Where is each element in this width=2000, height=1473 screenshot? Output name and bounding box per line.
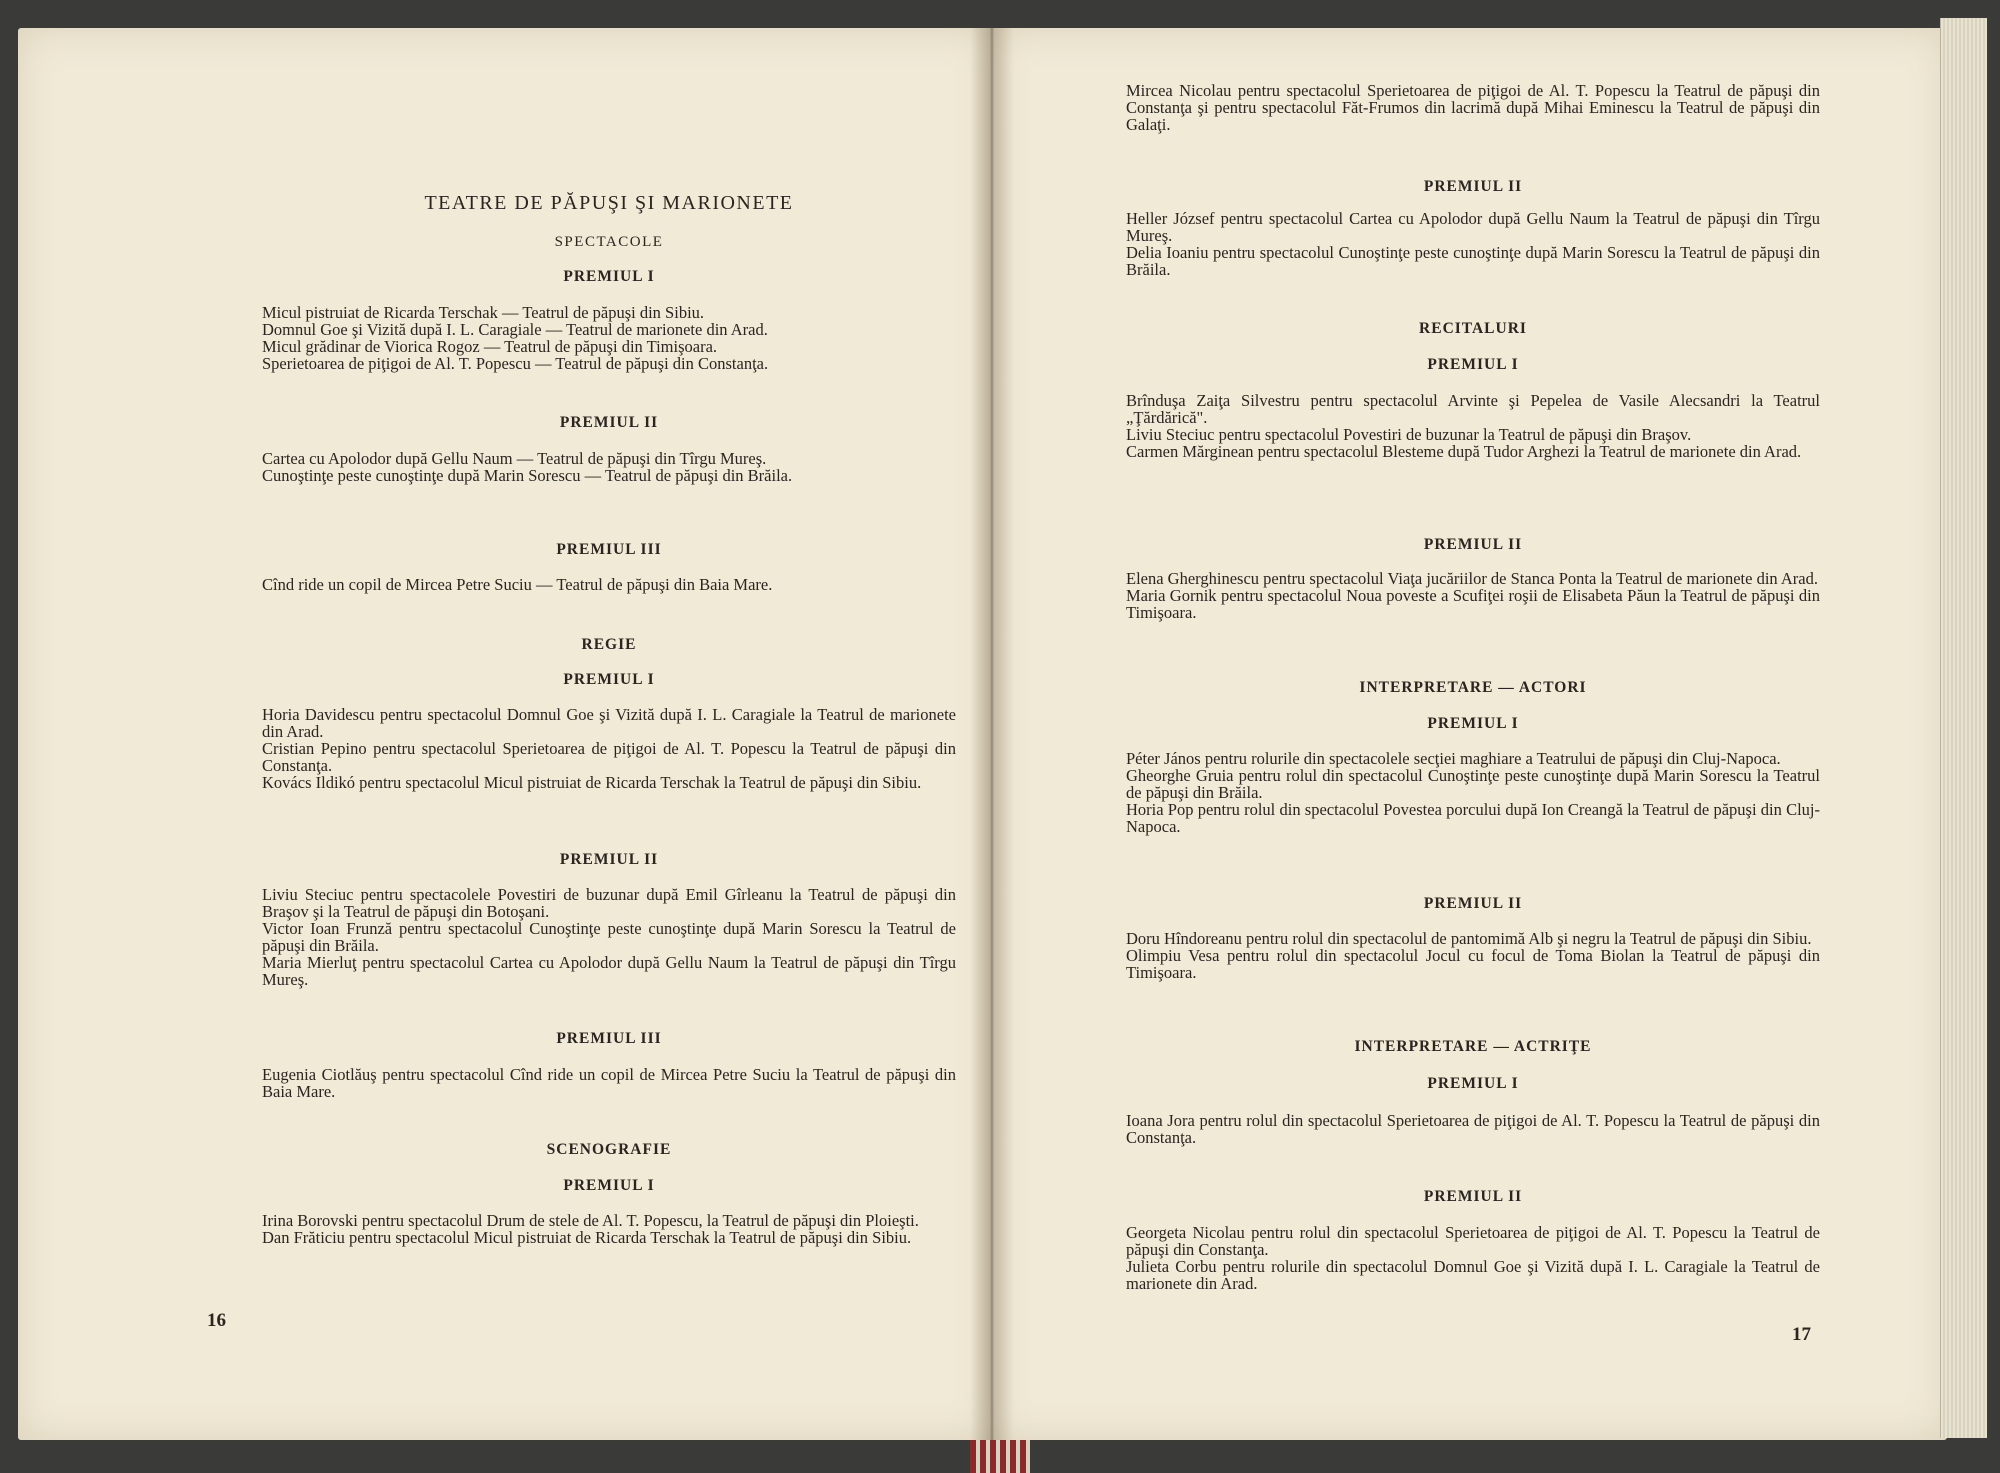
section-heading: PREMIUL II [559, 851, 659, 868]
section-heading: PREMIUL II [559, 414, 659, 431]
list-item: Cristian Pepino pentru spectacolul Sperietoarea de piţigoi de Al. T. Popescu la Teatrul de păpuşi din Constanţa. [262, 739, 956, 775]
page-number: 17 [1792, 1324, 1811, 1345]
list-item: Kovács Ildikó pentru spectacolul Micul pistruiat de Ricarda Terschak la Teatrul de păpuşi din Sibiu. [262, 773, 922, 792]
entry-list [262, 450, 956, 484]
list-item: Dan Frăticiu pentru spectacolul Micul pistruiat de Ricarda Terschak la Teatrul de păpuşi din Sibiu. [262, 1228, 912, 1247]
section-heading: PREMIUL II [1423, 178, 1523, 195]
section-heading: PREMIUL II [1423, 895, 1523, 912]
list-item: Micul pistruiat de Ricarda Terschak — Teatrul de păpuşi din Sibiu. [262, 303, 705, 322]
list-item: Doru Hîndoreanu pentru rolul din spectacolul de pantomimă Alb şi negru la Teatrul de păpuşi din Sibiu. [1126, 929, 1812, 948]
list-item: Olimpiu Vesa pentru rolul din spectacolul Jocul cu focul de Toma Biolan la Teatrul de păpuşi din Timişoara. [1126, 946, 1820, 982]
intro-entry [1126, 82, 1820, 133]
list-item: Maria Gornik pentru spectacolul Noua poveste a Scufiţei roşii de Elisabeta Păun la Teatrul de păpuşi din Timişoara. [1126, 586, 1820, 622]
entry-list [1126, 570, 1820, 621]
section-heading: PREMIUL II [1423, 536, 1523, 553]
list-item: Domnul Goe şi Vizită după I. L. Caragiale — Teatrul de marionete din Arad. [262, 320, 768, 339]
subtitle: SPECTACOLE [554, 234, 664, 250]
section-heading: SCENOGRAFIE [546, 1141, 672, 1158]
list-item: Liviu Steciuc pentru spectacolele Povestiri de buzunar după Emil Gîrleanu la Teatrul de păpuşi din Braşov şi la Teatrul de păpuşi din Botoşani. [262, 885, 956, 921]
entry-list [1126, 1112, 1820, 1146]
list-item: Micul grădinar de Viorica Rogoz — Teatrul de păpuşi din Timişoara. [262, 337, 718, 356]
spine-binding [970, 1440, 1030, 1473]
list-item: Cunoştinţe peste cunoştinţe după Marin Sorescu — Teatrul de păpuşi din Brăila. [262, 466, 793, 485]
list-item: Ioana Jora pentru rolul din spectacolul Sperietoarea de piţigoi de Al. T. Popescu la Teatrul de păpuşi din Constanţa. [1126, 1111, 1820, 1147]
list-item: Cartea cu Apolodor după Gellu Naum — Teatrul de păpuşi din Tîrgu Mureş. [262, 449, 767, 468]
book-gutter [970, 28, 1014, 1440]
entry-list [262, 706, 956, 791]
list-item: Irina Borovski pentru spectacolul Drum de stele de Al. T. Popescu, la Teatrul de păpuşi din Ploieşti. [262, 1211, 919, 1230]
list-item: Georgeta Nicolau pentru rolul din spectacolul Sperietoarea de piţigoi de Al. T. Popescu la Teatrul de păpuşi din Constanţa. [1126, 1223, 1820, 1259]
list-item: Brînduşa Zaiţa Silvestru pentru spectacolul Arvinte şi Pepelea de Vasile Alecsandri la Teatrul „Ţărdărică". [1126, 391, 1820, 427]
section-heading: PREMIUL I [563, 1177, 655, 1194]
section-heading: PREMIUL I [1427, 715, 1519, 732]
section-heading: INTERPRETARE — ACTRIŢE [1354, 1038, 1592, 1055]
entry-list [1126, 210, 1820, 278]
list-item: Carmen Mărginean pentru spectacolul Blesteme după Tudor Arghezi la Teatrul de marionete din Arad. [1126, 442, 1802, 461]
entry-list [1126, 1224, 1820, 1292]
entry-list [262, 304, 956, 372]
list-item: Gheorghe Gruia pentru rolul din spectacolul Cunoştinţe peste cunoştinţe după Marin Sorescu la Teatrul de păpuşi din Brăila. [1126, 766, 1820, 802]
page-edges [1940, 18, 1987, 1438]
section-heading: PREMIUL III [556, 1030, 662, 1047]
list-item: Horia Pop pentru rolul din spectacolul Povestea porcului după Ion Creangă la Teatrul de păpuşi din Cluj-Napoca. [1126, 800, 1820, 836]
entry-list [262, 576, 956, 593]
list-item: Sperietoarea de piţigoi de Al. T. Popescu — Teatrul de păpuşi din Constanţa. [262, 354, 769, 373]
list-item: Maria Mierluţ pentru spectacolul Cartea cu Apolodor după Gellu Naum la Teatrul de păpuşi din Tîrgu Mureş. [262, 953, 956, 989]
section-heading: PREMIUL I [563, 671, 655, 688]
list-item: Mircea Nicolau pentru spectacolul Sperietoarea de piţigoi de Al. T. Popescu la Teatrul de păpuşi din Constanţa şi pentru spectacolul Făt-Frumos din lacrimă după Mihai Eminescu la Teatrul de păpuşi din Galaţi. [1126, 81, 1820, 134]
list-item: Eugenia Ciotlăuş pentru spectacolul Cînd ride un copil de Mircea Petre Suciu la Teatrul de păpuşi din Baia Mare. [262, 1065, 956, 1101]
page-number: 16 [207, 1310, 226, 1331]
list-item: Horia Davidescu pentru spectacolul Domnul Goe şi Vizită după I. L. Caragiale la Teatrul de marionete din Arad. [262, 705, 956, 741]
entry-list [262, 1066, 956, 1100]
section-heading: RECITALURI [1419, 320, 1527, 337]
list-item: Victor Ioan Frunză pentru spectacolul Cunoştinţe peste cunoştinţe după Marin Sorescu la Teatrul de păpuşi din Brăila. [262, 919, 956, 955]
list-item: Péter János pentru rolurile din spectacolele secţiei maghiare a Teatrului de păpuşi din Cluj-Napoca. [1126, 749, 1781, 768]
section-heading: REGIE [581, 636, 637, 653]
entry-list [262, 1212, 956, 1246]
list-item: Delia Ioaniu pentru spectacolul Cunoştinţe peste cunoştinţe după Marin Sorescu la Teatrul de păpuşi din Brăila. [1126, 243, 1820, 279]
list-item: Heller József pentru spectacolul Cartea cu Apolodor după Gellu Naum la Teatrul de păpuşi din Tîrgu Mureş. [1126, 209, 1820, 245]
entry-list [262, 886, 956, 988]
section-heading: PREMIUL III [556, 541, 662, 558]
list-item: Liviu Steciuc pentru spectacolul Povestiri de buzunar la Teatrul de păpuşi din Braşov. [1126, 425, 1692, 444]
entry-list [1126, 750, 1820, 835]
list-item: Elena Gherghinescu pentru spectacolul Viaţa jucăriilor de Stanca Ponta la Teatrul de marionete din Arad. [1126, 569, 1818, 588]
section-heading: INTERPRETARE — ACTORI [1359, 679, 1587, 696]
section-heading: PREMIUL I [1427, 356, 1519, 373]
section-heading: PREMIUL I [1427, 1075, 1519, 1092]
main-title: TEATRE DE PĂPUŞI ŞI MARIONETE [424, 192, 794, 214]
list-item: Julieta Corbu pentru rolurile din spectacolul Domnul Goe şi Vizită după I. L. Caragiale la Teatrul de marionete din Arad. [1126, 1257, 1820, 1293]
list-item: Cînd ride un copil de Mircea Petre Suciu — Teatrul de păpuşi din Baia Mare. [262, 575, 773, 594]
section-heading: PREMIUL I [563, 268, 655, 285]
entry-list [1126, 392, 1820, 460]
section-heading: PREMIUL II [1423, 1188, 1523, 1205]
entry-list [1126, 930, 1820, 981]
